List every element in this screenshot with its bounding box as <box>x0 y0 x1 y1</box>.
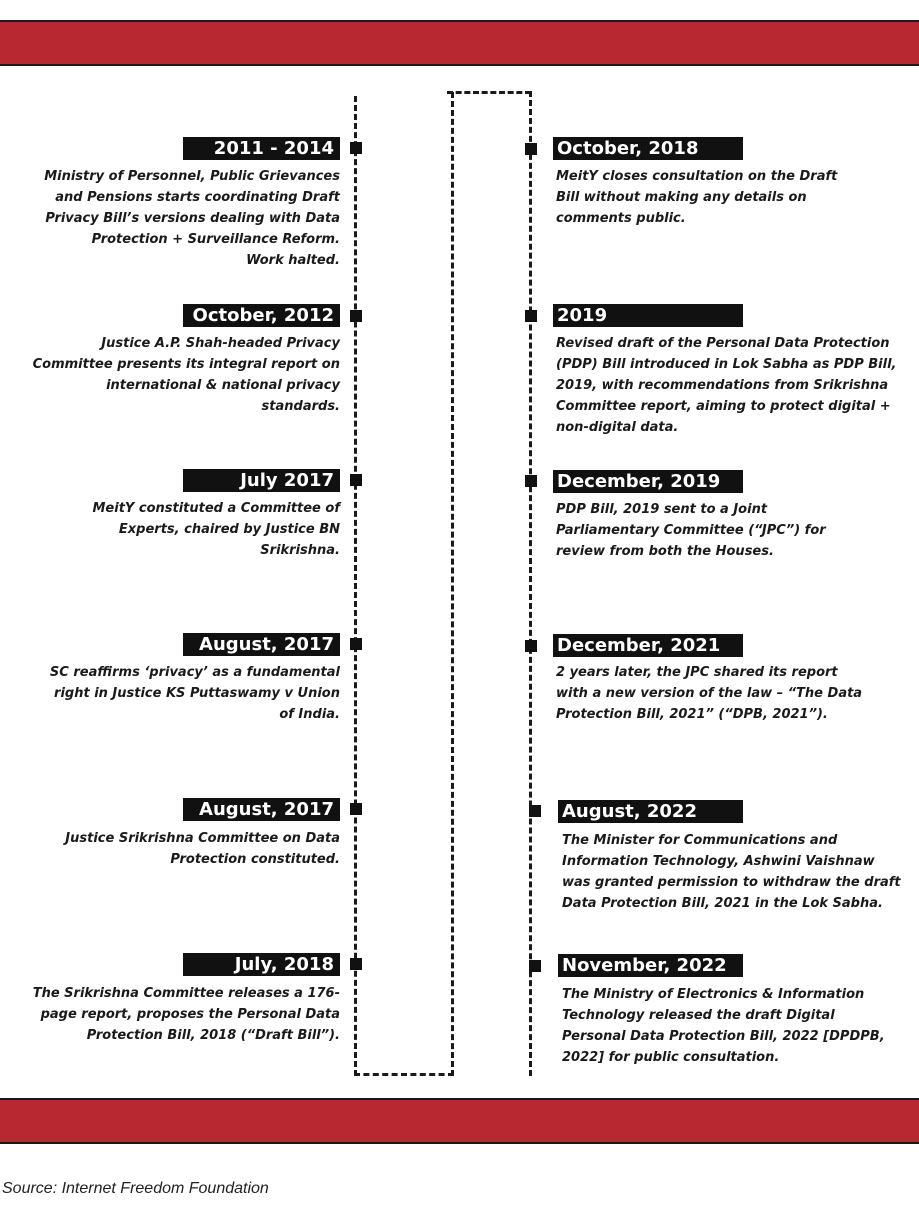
timeline-marker <box>350 310 362 322</box>
timeline-marker <box>525 143 537 155</box>
event-description: 2 years later, the JPC shared its report with a new version of the law – “The Data Protection Bill, 2021” (“DPB, 2021”). <box>556 665 863 722</box>
event-date-label: July, 2018 <box>183 953 340 976</box>
timeline-marker <box>350 958 362 970</box>
event-date-label: October, 2018 <box>553 137 743 160</box>
timeline-marker <box>350 474 362 486</box>
event-description: MeitY closes consultation on the Draft Bill without making any details on comments public. <box>556 169 838 226</box>
event-description: The Minister for Communications and Information Technology, Ashwini Vaishnaw was granted permission to withdraw the draft Data Protection Bill, 2021 in the Lok Sabha. <box>562 833 901 911</box>
event-date-label: August, 2022 <box>558 800 743 823</box>
timeline-marker <box>529 805 541 817</box>
event-date-label: November, 2022 <box>558 954 743 977</box>
middle-connector-line <box>451 92 454 1076</box>
top-banner <box>0 20 919 66</box>
event-description: The Srikrishna Committee releases a 176- page report, proposes the Personal Data Protection Bill, 2018 (“Draft Bill”). <box>32 986 340 1043</box>
event-description: The Ministry of Electronics & Information Technology released the draft Digital Personal Data Protection Bill, 2022 [DPDPB, 2022] for public consultation. <box>562 987 885 1065</box>
timeline-marker <box>350 142 362 154</box>
event-date-label: July 2017 <box>183 469 340 492</box>
top-connector-line <box>447 91 531 94</box>
event-date-label: 2019 <box>553 304 743 327</box>
event-date-label: August, 2017 <box>183 633 340 656</box>
event-date-label: August, 2017 <box>183 798 340 821</box>
source-caption: Source: Internet Freedom Foundation <box>2 1180 269 1197</box>
event-description: Justice Srikrishna Committee on Data Protection constituted. <box>65 831 340 867</box>
timeline-marker <box>350 638 362 650</box>
event-date-label: December, 2021 <box>553 634 743 657</box>
bottom-banner <box>0 1098 919 1144</box>
event-description: SC reaffirms ‘privacy’ as a fundamental right in Justice KS Puttaswamy v Union of India. <box>49 665 340 722</box>
event-date-label: December, 2019 <box>553 470 743 493</box>
timeline-marker <box>350 803 362 815</box>
event-date-label: October, 2012 <box>183 304 340 327</box>
event-description: MeitY constituted a Committee of Experts, chaired by Justice BN Srikrishna. <box>92 501 340 558</box>
bottom-connector-line <box>354 1073 454 1076</box>
event-description: Ministry of Personnel, Public Grievances and Pensions starts coordinating Draft Privacy Bill’s versions dealing with Data Protection + Surveillance Reform. Work halted. <box>44 169 340 268</box>
right-timeline-line <box>529 91 532 1076</box>
timeline-marker <box>529 960 541 972</box>
event-description: PDP Bill, 2019 sent to a Joint Parliamentary Committee (“JPC”) for review from both the Houses. <box>556 502 826 559</box>
left-timeline-line <box>354 96 357 1076</box>
event-description: Revised draft of the Personal Data Protection (PDP) Bill introduced in Lok Sabha as PDP Bill, 2019, with recommendations from Srikrishna Committee report, aiming to protect digital + non-digital data. <box>556 336 897 435</box>
timeline-marker <box>525 640 537 652</box>
event-description: Justice A.P. Shah-headed Privacy Committee presents its integral report on international & national privacy standards. <box>32 336 340 414</box>
timeline-marker <box>525 310 537 322</box>
timeline-marker <box>525 475 537 487</box>
event-date-label: 2011 - 2014 <box>183 137 340 160</box>
